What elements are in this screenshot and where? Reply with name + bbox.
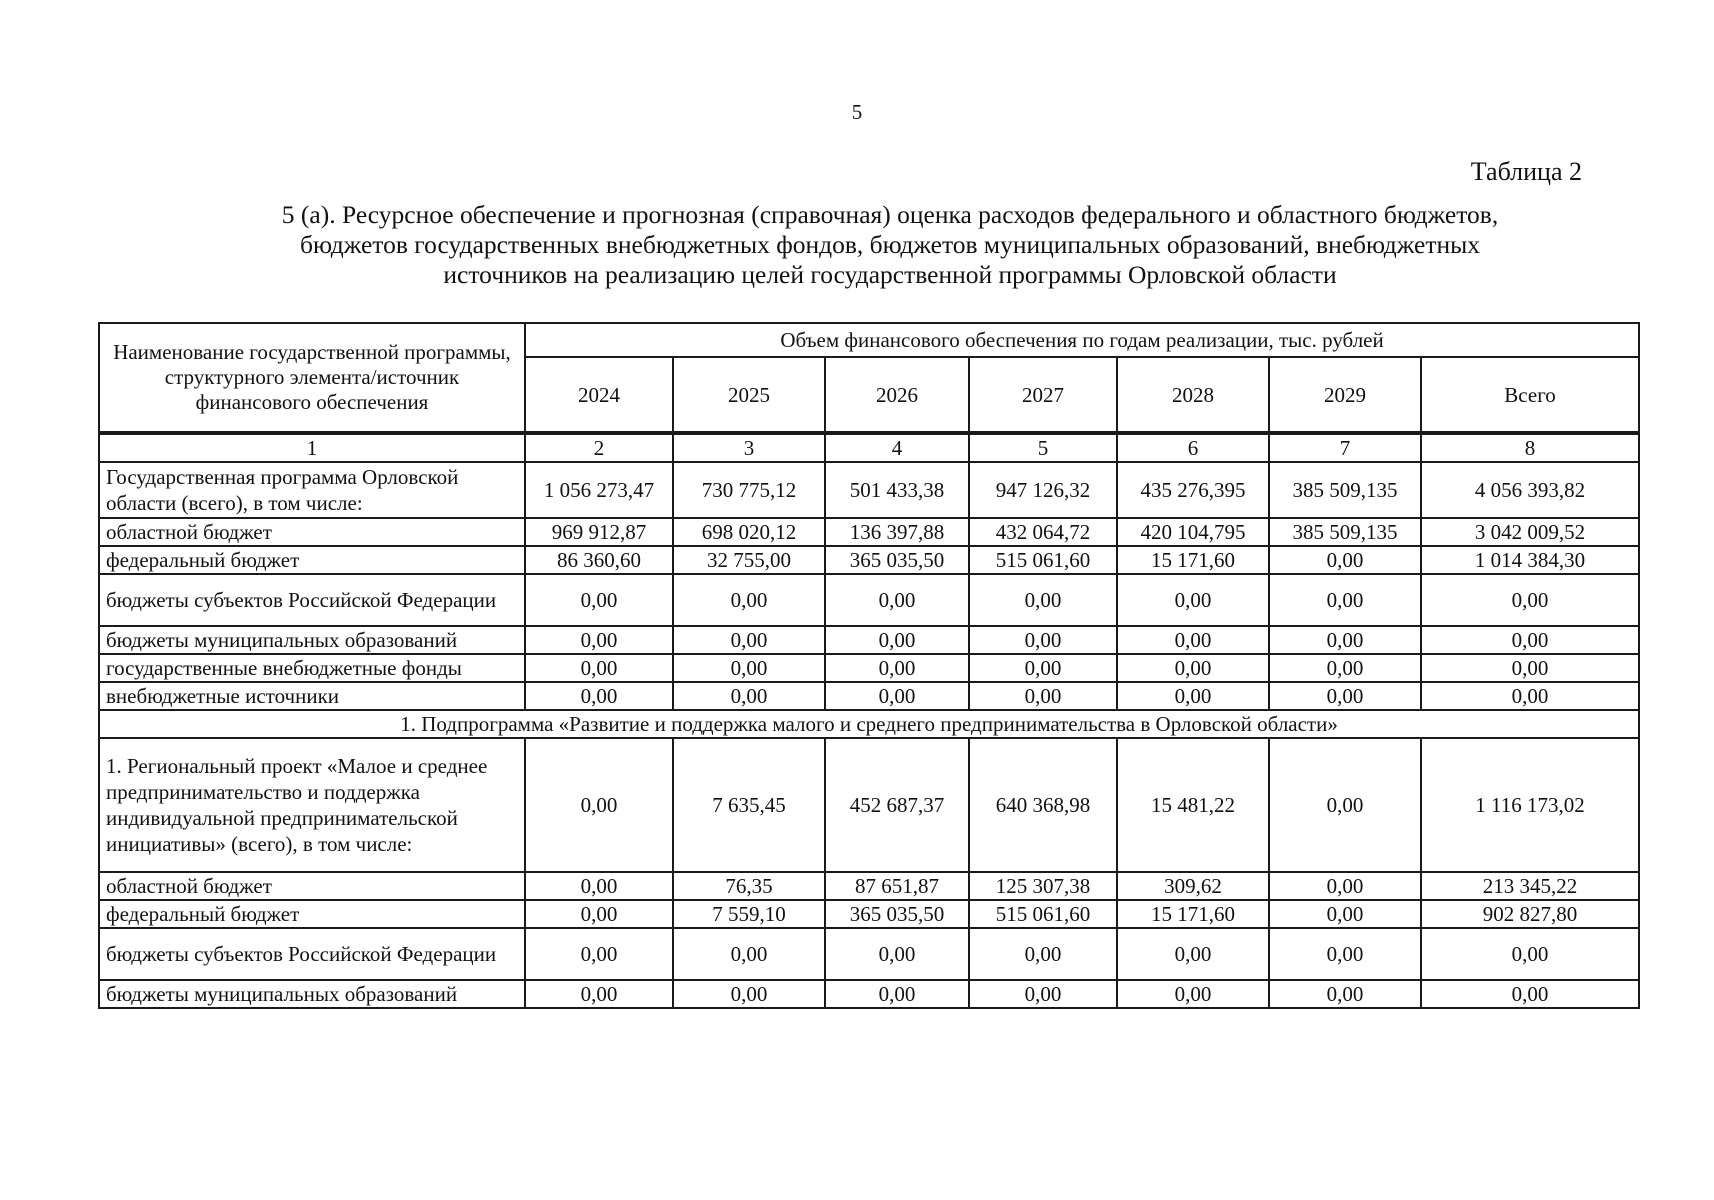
value-cell: 15 171,60 bbox=[1117, 546, 1269, 574]
value-cell: 0,00 bbox=[1269, 546, 1421, 574]
value-cell: 640 368,98 bbox=[969, 738, 1117, 872]
row-label: бюджеты субъектов Российской Федерации bbox=[99, 574, 525, 626]
value-cell: 76,35 bbox=[673, 872, 825, 900]
value-cell: 0,00 bbox=[969, 980, 1117, 1008]
value-cell: 0,00 bbox=[1117, 682, 1269, 710]
value-cell: 0,00 bbox=[825, 682, 969, 710]
value-cell: 0,00 bbox=[1269, 654, 1421, 682]
value-cell: 0,00 bbox=[825, 574, 969, 626]
section-row bbox=[99, 710, 1639, 738]
value-cell: 0,00 bbox=[825, 980, 969, 1008]
value-cell: 0,00 bbox=[825, 928, 969, 980]
value-cell: 0,00 bbox=[969, 626, 1117, 654]
value-cell: 0,00 bbox=[1421, 980, 1639, 1008]
page-number: 5 bbox=[851, 100, 863, 124]
value-cell: 125 307,38 bbox=[969, 872, 1117, 900]
value-cell: 1 056 273,47 bbox=[525, 462, 673, 518]
value-cell: 0,00 bbox=[1269, 574, 1421, 626]
value-cell: 0,00 bbox=[1421, 574, 1639, 626]
row-label: бюджеты субъектов Российской Федерации bbox=[99, 928, 525, 980]
value-cell: 3 042 009,52 bbox=[1421, 518, 1639, 546]
value-cell: 4 056 393,82 bbox=[1421, 462, 1639, 518]
value-cell: 1 116 173,02 bbox=[1421, 738, 1639, 872]
header-year-2027: 2027 bbox=[969, 357, 1117, 433]
index-row bbox=[99, 433, 1639, 462]
document-title bbox=[160, 200, 1620, 290]
value-cell: 385 509,135 bbox=[1269, 462, 1421, 518]
row-label: государственные внебюджетные фонды bbox=[99, 654, 525, 682]
table-row bbox=[99, 574, 1639, 626]
header-year-2025: 2025 bbox=[673, 357, 825, 433]
index-cell: 1 bbox=[99, 433, 525, 462]
value-cell: 309,62 bbox=[1117, 872, 1269, 900]
value-cell: 15 171,60 bbox=[1117, 900, 1269, 928]
title-line-2: бюджетов государственных внебюджетных фондов, бюджетов муниципальных образований, внебюджетных bbox=[299, 230, 1481, 259]
regional-project-block bbox=[99, 738, 1639, 1008]
value-cell: 515 061,60 bbox=[969, 900, 1117, 928]
table-row bbox=[99, 626, 1639, 654]
value-cell: 0,00 bbox=[525, 738, 673, 872]
value-cell: 0,00 bbox=[673, 626, 825, 654]
value-cell: 420 104,795 bbox=[1117, 518, 1269, 546]
value-cell: 0,00 bbox=[1117, 626, 1269, 654]
value-cell: 0,00 bbox=[969, 928, 1117, 980]
value-cell: 365 035,50 bbox=[825, 900, 969, 928]
header-year-2024: 2024 bbox=[525, 357, 673, 433]
header-name-column: Наименование государственной программы, структурного элемента/источник финансового обеспечения bbox=[99, 323, 525, 433]
value-cell: 501 433,38 bbox=[825, 462, 969, 518]
row-label: федеральный бюджет bbox=[99, 900, 525, 928]
program-total-block bbox=[99, 462, 1639, 710]
value-cell: 902 827,80 bbox=[1421, 900, 1639, 928]
value-cell: 86 360,60 bbox=[525, 546, 673, 574]
value-cell: 0,00 bbox=[525, 928, 673, 980]
value-cell: 969 912,87 bbox=[525, 518, 673, 546]
value-cell: 0,00 bbox=[525, 682, 673, 710]
title-line-3: источников на реализацию целей государственной программы Орловской области bbox=[443, 260, 1337, 289]
row-label: Государственная программа Орловской области (всего), в том числе: bbox=[99, 462, 525, 518]
value-cell: 0,00 bbox=[673, 928, 825, 980]
value-cell: 87 651,87 bbox=[825, 872, 969, 900]
index-cell: 4 bbox=[825, 433, 969, 462]
index-cell: 6 bbox=[1117, 433, 1269, 462]
table-row bbox=[99, 928, 1639, 980]
value-cell: 435 276,395 bbox=[1117, 462, 1269, 518]
value-cell: 7 559,10 bbox=[673, 900, 825, 928]
header-year-2026: 2026 bbox=[825, 357, 969, 433]
row-label: областной бюджет bbox=[99, 518, 525, 546]
index-cell: 7 bbox=[1269, 433, 1421, 462]
value-cell: 0,00 bbox=[673, 980, 825, 1008]
index-cell: 8 bbox=[1421, 433, 1639, 462]
table-row bbox=[99, 900, 1639, 928]
value-cell: 0,00 bbox=[673, 574, 825, 626]
value-cell: 0,00 bbox=[1269, 682, 1421, 710]
value-cell: 0,00 bbox=[673, 654, 825, 682]
value-cell: 7 635,45 bbox=[673, 738, 825, 872]
value-cell: 213 345,22 bbox=[1421, 872, 1639, 900]
value-cell: 0,00 bbox=[1269, 626, 1421, 654]
value-cell: 0,00 bbox=[825, 626, 969, 654]
value-cell: 0,00 bbox=[1421, 626, 1639, 654]
value-cell: 0,00 bbox=[825, 654, 969, 682]
table-row bbox=[99, 872, 1639, 900]
table-row bbox=[99, 546, 1639, 574]
value-cell: 698 020,12 bbox=[673, 518, 825, 546]
value-cell: 0,00 bbox=[525, 872, 673, 900]
value-cell: 15 481,22 bbox=[1117, 738, 1269, 872]
header-row-1 bbox=[99, 323, 1639, 357]
value-cell: 0,00 bbox=[969, 682, 1117, 710]
value-cell: 0,00 bbox=[525, 626, 673, 654]
budget-table bbox=[98, 322, 1640, 1009]
table-row bbox=[99, 980, 1639, 1008]
value-cell: 515 061,60 bbox=[969, 546, 1117, 574]
table-row bbox=[99, 654, 1639, 682]
value-cell: 0,00 bbox=[1117, 928, 1269, 980]
row-label: областной бюджет bbox=[99, 872, 525, 900]
value-cell: 0,00 bbox=[1269, 980, 1421, 1008]
title-line-1: 5 (а). Ресурсное обеспечение и прогнозная (справочная) оценка расходов федерального и областного бюджетов, bbox=[281, 200, 1499, 229]
value-cell: 0,00 bbox=[969, 574, 1117, 626]
value-cell: 0,00 bbox=[1269, 738, 1421, 872]
table-row bbox=[99, 462, 1639, 518]
row-label: внебюджетные источники bbox=[99, 682, 525, 710]
value-cell: 365 035,50 bbox=[825, 546, 969, 574]
value-cell: 0,00 bbox=[525, 654, 673, 682]
value-cell: 0,00 bbox=[525, 574, 673, 626]
value-cell: 385 509,135 bbox=[1269, 518, 1421, 546]
value-cell: 0,00 bbox=[969, 654, 1117, 682]
value-cell: 452 687,37 bbox=[825, 738, 969, 872]
subprogram-title: 1. Подпрограмма «Развитие и поддержка малого и среднего предпринимательства в Орловской области» bbox=[99, 710, 1639, 738]
value-cell: 0,00 bbox=[1269, 900, 1421, 928]
value-cell: 0,00 bbox=[1421, 682, 1639, 710]
value-cell: 136 397,88 bbox=[825, 518, 969, 546]
value-cell: 0,00 bbox=[1117, 574, 1269, 626]
value-cell: 0,00 bbox=[525, 900, 673, 928]
value-cell: 0,00 bbox=[1117, 654, 1269, 682]
row-label: бюджеты муниципальных образований bbox=[99, 626, 525, 654]
row-label: федеральный бюджет bbox=[99, 546, 525, 574]
value-cell: 432 064,72 bbox=[969, 518, 1117, 546]
value-cell: 32 755,00 bbox=[673, 546, 825, 574]
index-cell: 3 bbox=[673, 433, 825, 462]
value-cell: 0,00 bbox=[1421, 928, 1639, 980]
header-total: Всего bbox=[1421, 357, 1639, 433]
table-row bbox=[99, 518, 1639, 546]
value-cell: 0,00 bbox=[673, 682, 825, 710]
index-cell: 2 bbox=[525, 433, 673, 462]
row-label: бюджеты муниципальных образований bbox=[99, 980, 525, 1008]
index-cell: 5 bbox=[969, 433, 1117, 462]
value-cell: 0,00 bbox=[1269, 872, 1421, 900]
table-row bbox=[99, 738, 1639, 872]
value-cell: 947 126,32 bbox=[969, 462, 1117, 518]
value-cell: 0,00 bbox=[525, 980, 673, 1008]
header-year-2028: 2028 bbox=[1117, 357, 1269, 433]
header-funding-group: Объем финансового обеспечения по годам реализации, тыс. рублей bbox=[525, 323, 1639, 357]
value-cell: 0,00 bbox=[1421, 654, 1639, 682]
value-cell: 0,00 bbox=[1117, 980, 1269, 1008]
value-cell: 730 775,12 bbox=[673, 462, 825, 518]
header-year-2029: 2029 bbox=[1269, 357, 1421, 433]
row-label: 1. Региональный проект «Малое и среднее предпринимательство и поддержка индивидуальной предпринимательской инициативы» (всего), в том числе: bbox=[99, 738, 525, 872]
value-cell: 1 014 384,30 bbox=[1421, 546, 1639, 574]
table-row bbox=[99, 682, 1639, 710]
value-cell: 0,00 bbox=[1269, 928, 1421, 980]
table-label: Таблица 2 bbox=[1470, 157, 1582, 186]
